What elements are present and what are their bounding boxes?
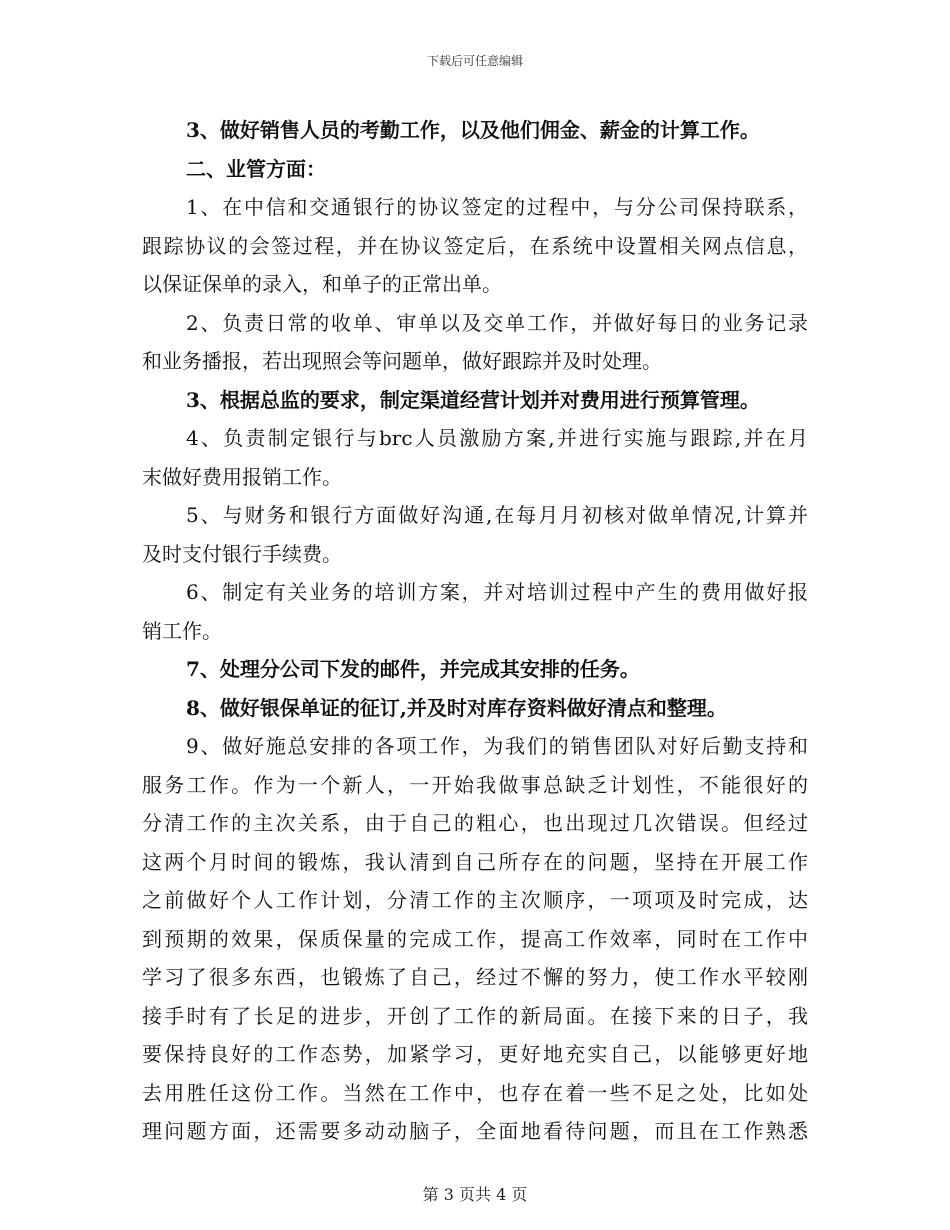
document-body bbox=[142, 111, 808, 1151]
text-line: 服务工作。作为一个新人，一开始我做事总缺乏计划性，不能很好的 bbox=[142, 772, 808, 797]
text-line: 这两个月时间的锻炼，我认清到自己所存在的问题，坚持在开展工作 bbox=[142, 849, 808, 874]
page-header: 下载后可任意编辑 bbox=[426, 54, 523, 68]
text-line: 2、负责日常的收单、审单以及交单工作，并做好每日的业务记录 bbox=[186, 310, 808, 335]
text-line: 3、根据总监的要求，制定渠道经营计划并对费用进行预算管理。 bbox=[186, 387, 760, 412]
text-line: 4、负责制定银行与brc人员激励方案,并进行实施与跟踪,并在月 bbox=[186, 426, 808, 450]
text-line: 到预期的效果，保质保量的完成工作，提高工作效率，同时在工作中 bbox=[142, 926, 808, 951]
text-line: 末做好费用报销工作。 bbox=[142, 464, 342, 489]
page-footer: 第 3 页共 4 页 bbox=[422, 1185, 528, 1204]
text-line: 二、业管方面： bbox=[186, 156, 326, 181]
text-line: 跟踪协议的会签过程，并在协议签定后，在系统中设置相关网点信息， bbox=[142, 233, 808, 258]
text-line: 6、制定有关业务的培训方案，并对培训过程中产生的费用做好报 bbox=[186, 580, 808, 604]
text-line: 学习了很多东西，也锻炼了自己，经过不懈的努力，使工作水平较刚 bbox=[142, 965, 808, 989]
text-line: 销工作。 bbox=[142, 618, 222, 643]
text-line: 以保证保单的录入，和单子的正常出单。 bbox=[142, 272, 502, 296]
text-line: 分清工作的主次关系，由于自己的粗心，也出现过几次错误。但经过 bbox=[142, 811, 808, 835]
text-line: 1、在中信和交通银行的协议签定的过程中，与分公司保持联系， bbox=[186, 195, 808, 219]
text-line: 及时支付银行手续费。 bbox=[142, 541, 342, 566]
text-line: 7、处理分公司下发的邮件，并完成其安排的任务。 bbox=[186, 657, 640, 681]
text-line: 9、做好施总安排的各项工作，为我们的销售团队对好后勤支持和 bbox=[186, 734, 808, 758]
text-line: 和业务播报，若出现照会等问题单，做好跟踪并及时处理。 bbox=[142, 349, 662, 373]
text-line: 要保持良好的工作态势，加紧学习，更好地充实自己，以能够更好地 bbox=[142, 1042, 808, 1066]
text-line: 接手时有了长足的进步，开创了工作的新局面。在接下来的日子，我 bbox=[142, 1003, 808, 1028]
text-line: 3、做好销售人员的考勤工作，以及他们佣金、薪金的计算工作。 bbox=[186, 118, 760, 142]
text-line: 之前做好个人工作计划，分清工作的主次顺序，一项项及时完成，达 bbox=[142, 888, 808, 912]
text-line: 理问题方面，还需要多动动脑子，全面地看待问题，而且在工作熟悉 bbox=[142, 1119, 808, 1143]
text-line: 8、做好银保单证的征订,并及时对库存资料做好清点和整理。 bbox=[186, 695, 727, 720]
text-line: 去用胜任这份工作。当然在工作中，也存在着一些不足之处，比如处 bbox=[142, 1080, 808, 1105]
text-line: 5、与财务和银行方面做好沟通,在每月月初核对做单情况,计算并 bbox=[186, 503, 808, 527]
